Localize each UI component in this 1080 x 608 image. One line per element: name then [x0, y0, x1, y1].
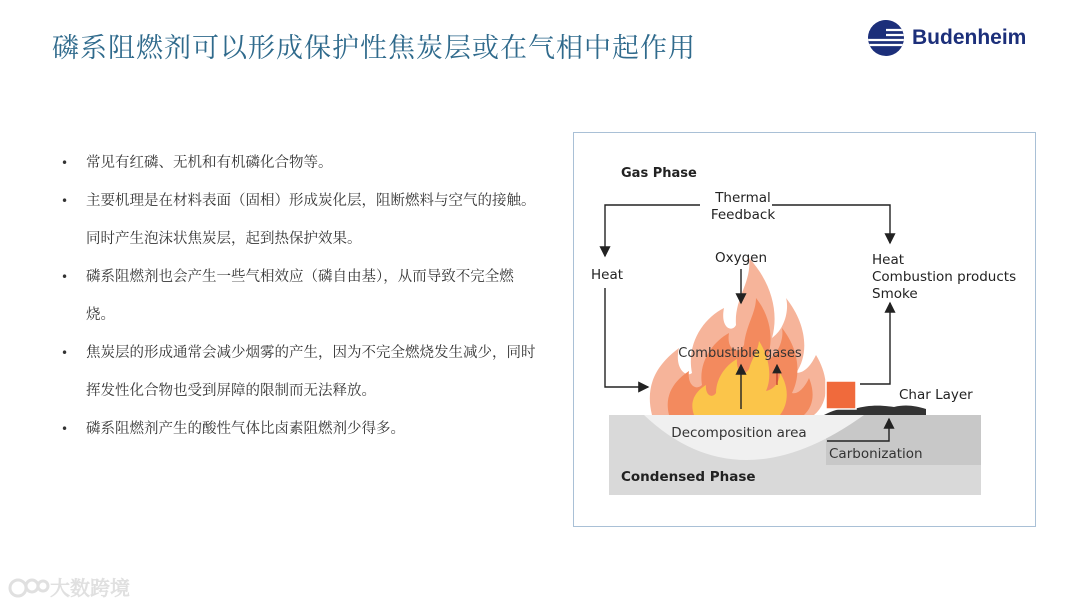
- bullet-text: 主要机理是在材料表面（固相）形成炭化层，阻断燃料与空气的接触。同时产生泡沫状焦炭层，起到热保护效果。: [86, 193, 536, 247]
- logo-text: Budenheim: [912, 26, 1027, 49]
- bullet-dot: •: [61, 422, 69, 436]
- heat-left-label: Heat: [591, 267, 624, 283]
- bullet-text: 磷系阻燃剂产生的酸性气体比卤素阻燃剂少得多。: [86, 421, 405, 437]
- thermal-feedback-label: Thermal: [715, 190, 771, 206]
- diagram-canvas: [574, 133, 1035, 526]
- combustion-products-label: Combustion products: [872, 269, 1017, 285]
- carbonization-label: Carbonization: [829, 446, 923, 462]
- heat-right-label: Heat: [872, 252, 905, 268]
- thermal-feedback-label-2: Feedback: [710, 207, 776, 223]
- bullet-item: [58, 144, 538, 182]
- bullet-text: 焦炭层的形成通常会减少烟雾的产生，因为不完全燃烧发生减少，同时挥发性化合物也受到屏障的限制而无法释放。: [86, 345, 536, 399]
- bullet-list: [58, 144, 538, 448]
- slide-title: 磷系阻燃剂可以形成保护性焦炭层或在气相中起作用: [52, 33, 696, 64]
- watermark-logo-icon: [8, 574, 50, 600]
- flame-retardant-diagram: [573, 132, 1036, 527]
- bullet-item: [58, 182, 538, 258]
- bullet-dot: •: [61, 270, 69, 284]
- decomposition-area-label: Decomposition area: [671, 425, 807, 441]
- watermark: [8, 572, 130, 601]
- bullet-text: 磷系阻燃剂也会产生一些气相效应（磷自由基），从而导致不完全燃烧。: [86, 269, 514, 323]
- gas-phase-label: Gas Phase: [621, 166, 697, 181]
- thermal-feedback-arrow-left: [605, 205, 700, 256]
- condensed-phase-label: Condensed Phase: [621, 469, 756, 485]
- combustible-gases-label: Combustible gases: [678, 346, 802, 361]
- thermal-feedback-arrow-right: [772, 205, 890, 243]
- bullet-dot: •: [61, 156, 69, 170]
- oxygen-label: Oxygen: [714, 250, 768, 266]
- budenheim-logo: [866, 18, 1026, 58]
- char-layer-label: Char Layer: [899, 387, 973, 403]
- heat-to-fire-arrow: [605, 288, 648, 387]
- logo-globe-icon: [866, 18, 906, 58]
- bullet-item: [58, 334, 538, 410]
- bullet-dot: •: [61, 346, 69, 360]
- watermark-text: 大数跨境: [50, 576, 130, 600]
- bullet-dot: •: [61, 194, 69, 208]
- char-hot-spot: [826, 381, 856, 409]
- combustion-products-arrow: [860, 303, 890, 384]
- bullet-item: [58, 258, 538, 334]
- smoke-label: Smoke: [872, 286, 918, 302]
- bullet-text: 常见有红磷、无机和有机磷化合物等。: [86, 155, 333, 171]
- bullet-item: [58, 410, 538, 448]
